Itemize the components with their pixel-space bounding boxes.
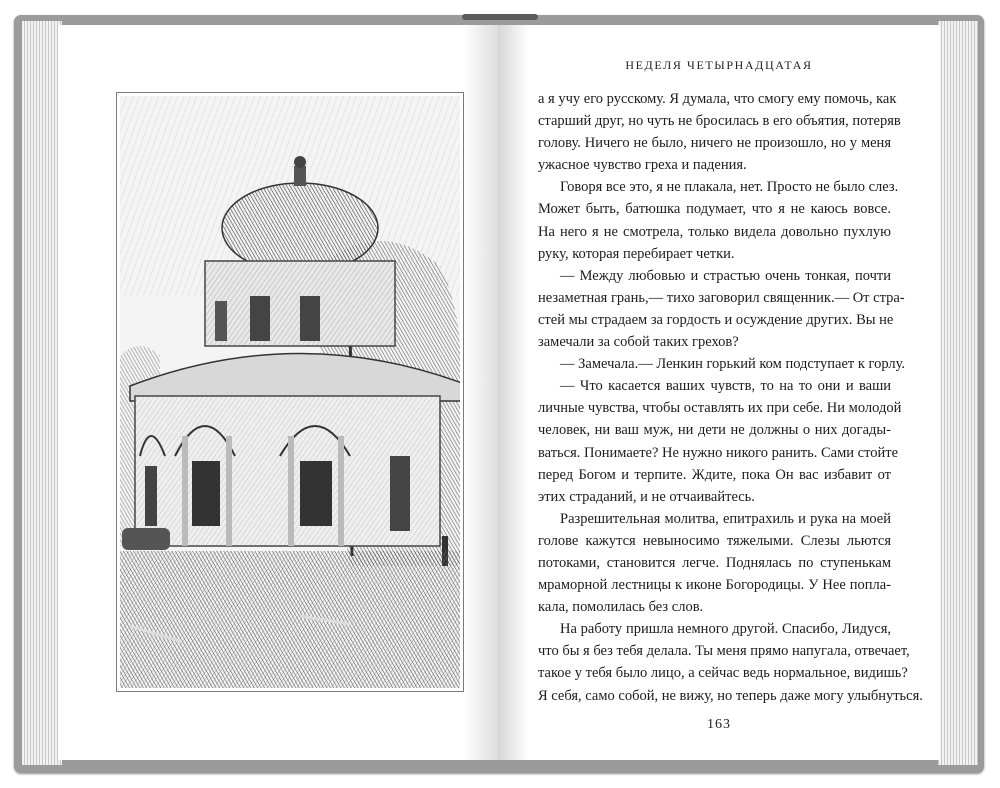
text-line: а я учу его русскому. Я думала, что смогу ему помочь, как — [538, 91, 897, 107]
text-line: руку, которая перебирает четки. — [538, 245, 735, 262]
church-illustration — [116, 92, 464, 692]
text-line: Может быть, батюшка подумает, что я не каюсь вовсе. — [538, 201, 891, 218]
text-line: старший друг, но чуть не бросилась в его объятия, потеряв — [538, 113, 901, 130]
spine-edge — [462, 14, 538, 20]
text-line: замечали за собой таких грехов? — [538, 334, 739, 351]
page-stack-left — [22, 21, 62, 765]
running-head: НЕДЕЛЯ ЧЕТЫРНАДЦАТАЯ — [625, 58, 813, 72]
text-line: ужасное чувство греха и падения. — [538, 157, 747, 174]
text-line: потоками, становится легче. Поднялась по ступенькам — [538, 554, 891, 571]
page-number: 163 — [707, 717, 731, 732]
text-line: человек, ни ваш муж, ни дети не должны о них догады- — [538, 422, 891, 439]
text-line: стей мы страдаем за гордость и осуждение других. Вы не — [538, 311, 894, 328]
text-line: мраморной лестницы к иконе Богородицы. У Нее попла- — [538, 577, 891, 594]
text-line: личные чувства, чтобы оставлять их при себе. Ни молодой — [538, 400, 902, 417]
text-line: незаметная грань,— тихо заговорил священник.— От стра- — [538, 289, 905, 306]
text-line: что бы я без тебя делала. Ты меня прямо напугала, отвечает, — [538, 643, 910, 660]
text-line: Я себя, само собой, не вижу, но теперь даже могу улыбнуться. — [538, 687, 923, 704]
text-line: перед Богом и терпите. Ждите, пока Он вас избавит от — [538, 466, 891, 483]
text-line: ваться. Понимаете? Не нужно никого ранить. Сами стойте — [538, 444, 899, 461]
text-line: голове кажутся невыносимо тяжелыми. Слезы льются — [538, 532, 891, 549]
text-line: — Между любовью и страстью очень тонкая, почти — [560, 267, 891, 284]
text-line: На него я не смотрела, только видела довольно пухлую — [538, 223, 891, 240]
text-line: голову. Ничего не было, ничего не произошло, но у меня — [538, 135, 891, 152]
text-line: — Замечала.— Ленкин горький ком подступает к горлу. — [560, 356, 906, 373]
text-line: Говоря все это, я не плакала, нет. Просто не было слез. — [560, 179, 899, 196]
body-text — [538, 88, 923, 707]
text-line: — Что касается ваших чувств, то на то они и ваши — [560, 378, 891, 395]
church-sketch-image — [120, 96, 460, 688]
text-line: этих страданий, и не отчаивайтесь. — [538, 488, 755, 505]
text-line: такое у тебя было лицо, а сейчас ведь нормальное, видишь? — [538, 665, 908, 682]
text-line: кала, помолилась без слов. — [538, 599, 704, 616]
text-line: На работу пришла немного другой. Спасибо, Лидуся, — [560, 621, 891, 638]
text-line: Разрешительная молитва, епитрахиль и рука на моей — [560, 510, 891, 527]
page-stack-right — [938, 21, 978, 765]
